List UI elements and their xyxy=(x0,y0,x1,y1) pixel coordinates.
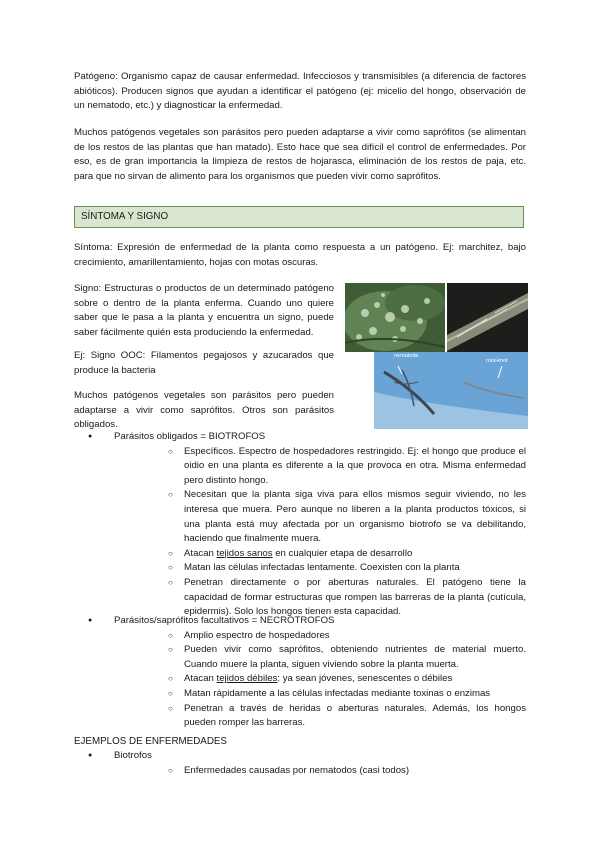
tejidos-sanos-text: tejidos sanos xyxy=(216,547,273,559)
list-item: ○ Atacan tejidos sanos en cualquier etapa de desarrollo xyxy=(114,547,526,562)
biotrofos-subheading: Biotrofos xyxy=(114,750,152,761)
tejidos-debiles-text: tejidos débiles xyxy=(216,673,278,685)
signo-example: Ej: Signo OOC: Filamentos pegajosos y azucarados que produce la bacteria xyxy=(74,350,334,376)
patogeno-paragraph xyxy=(74,70,526,114)
root-knot-label: root-knot xyxy=(486,358,508,364)
necrotrofos-title: Parásitos/saprófitos facultativos = NECROTROFOS xyxy=(114,615,335,626)
list-item: ○ Específicos. Espectro de hospedadores restringido. Ej: el hongo que produce el oidio en una planta es diferente a la que provoca en otra. Misma enfermedad pero distinto hongo. xyxy=(114,445,526,489)
list-item: ○ Necesitan que la planta siga viva para ellos mismos seguir viviendo, no les interesa que muera. Pero aunque no liberen a la planta productos tóxicos, si una planta está muy afectada por un organismo biotrofo se va debilitando, haciendo que finalmente muera. xyxy=(114,488,526,546)
sintoma-definition: : Expresión de enfermedad de la planta como respuesta a un patógeno. Ej: marchitez, bajo crecimiento, amarillentamiento, hojas con motas oscuras. xyxy=(74,242,526,268)
necrotrofos-list xyxy=(74,614,526,731)
biotrofos-title: Parásitos obligados = BIOTROFOS xyxy=(114,431,266,442)
list-item: ○ Penetran a través de heridas o aberturas naturales. Además, los hongos pueden romper las barreras. xyxy=(114,702,526,731)
ooze-stem-photo xyxy=(447,283,528,352)
list-item: ○ Enfermedades causadas por nematodos (casi todos) xyxy=(114,764,526,779)
list-item: ○ Penetran directamente o por aberturas naturales. El patógeno tiene la capacidad de formar estructuras que rompen las barreras de la planta (cutícula, epidermis). Solo los hongos tienen esta capacidad. xyxy=(114,576,526,620)
list-item xyxy=(74,430,526,620)
ejemplos-list xyxy=(74,749,526,778)
signo-term: Signo xyxy=(74,283,99,294)
list-item: ○ Amplio espectro de hospedadores xyxy=(114,629,526,644)
nematode-root-photo xyxy=(374,352,528,429)
sintoma-term: Síntoma xyxy=(74,242,110,253)
parasitos-paragraph: Muchos patógenos vegetales son parásitos pero pueden adaptarse a vivir como saprófitos. Otros son parásitos obligados. xyxy=(74,390,334,431)
patogeno-definition: : Organismo capaz de causar enfermedad. Infecciosos y transmisibles (a diferencia de factores abióticos). Producen signos que ayudan a identificar el patógeno (ej: micelio del hongo, observación de un nematodo, etc.) y diagnosticar la enfermedad. xyxy=(74,71,526,112)
signo-definition: : Estructuras o productos de un determinado patógeno sobre o dentro de la planta enferma. Cuando uno quiere saber que le pasa a la planta y encuentra un signo, puede saber fácilmente quién esta produciendo la enfermedad. xyxy=(74,283,334,338)
ejemplos-heading: EJEMPLOS DE ENFERMEDADES xyxy=(74,736,227,747)
list-item xyxy=(74,749,526,778)
list-item: ○ Pueden vivir como saprófitos, obteniendo nutrientes de material muerto. Cuando muere la planta, siguen viviendo sobre la planta muerta. xyxy=(114,643,526,672)
nematode-label: nematode xyxy=(394,353,419,359)
section-heading-sintoma-signo: SÍNTOMA Y SIGNO xyxy=(74,206,524,228)
list-item: ○ Matan rápidamente a las células infectadas mediante toxinas o enzimas xyxy=(114,687,526,702)
list-item xyxy=(74,614,526,731)
leaf-mildew-photo xyxy=(345,283,445,352)
sintoma-paragraph xyxy=(74,241,526,270)
list-item: ○ Matan las células infectadas lentamente. Coexisten con la planta xyxy=(114,561,526,576)
patogeno-term: Patógeno xyxy=(74,71,116,82)
saprofitos-paragraph: Muchos patógenos vegetales son parásitos pero pueden adaptarse a vivir como saprófitos (se alimentan de los restos de las plantas que han matado). Esto hace que sea difícil el control de enfermedades. Por eso, es de gran importancia la limpieza de restos de hojarasca, eliminación de los restos de paja, etc. para que no sirvan de alimento para los organismos que pueden vivir como saprófitos. xyxy=(74,127,526,182)
biotrofos-list xyxy=(74,430,526,620)
list-item: ○ Atacan tejidos débiles: ya sean jóvenes, senescentes o débiles xyxy=(114,672,526,687)
signo-paragraph xyxy=(74,282,334,340)
